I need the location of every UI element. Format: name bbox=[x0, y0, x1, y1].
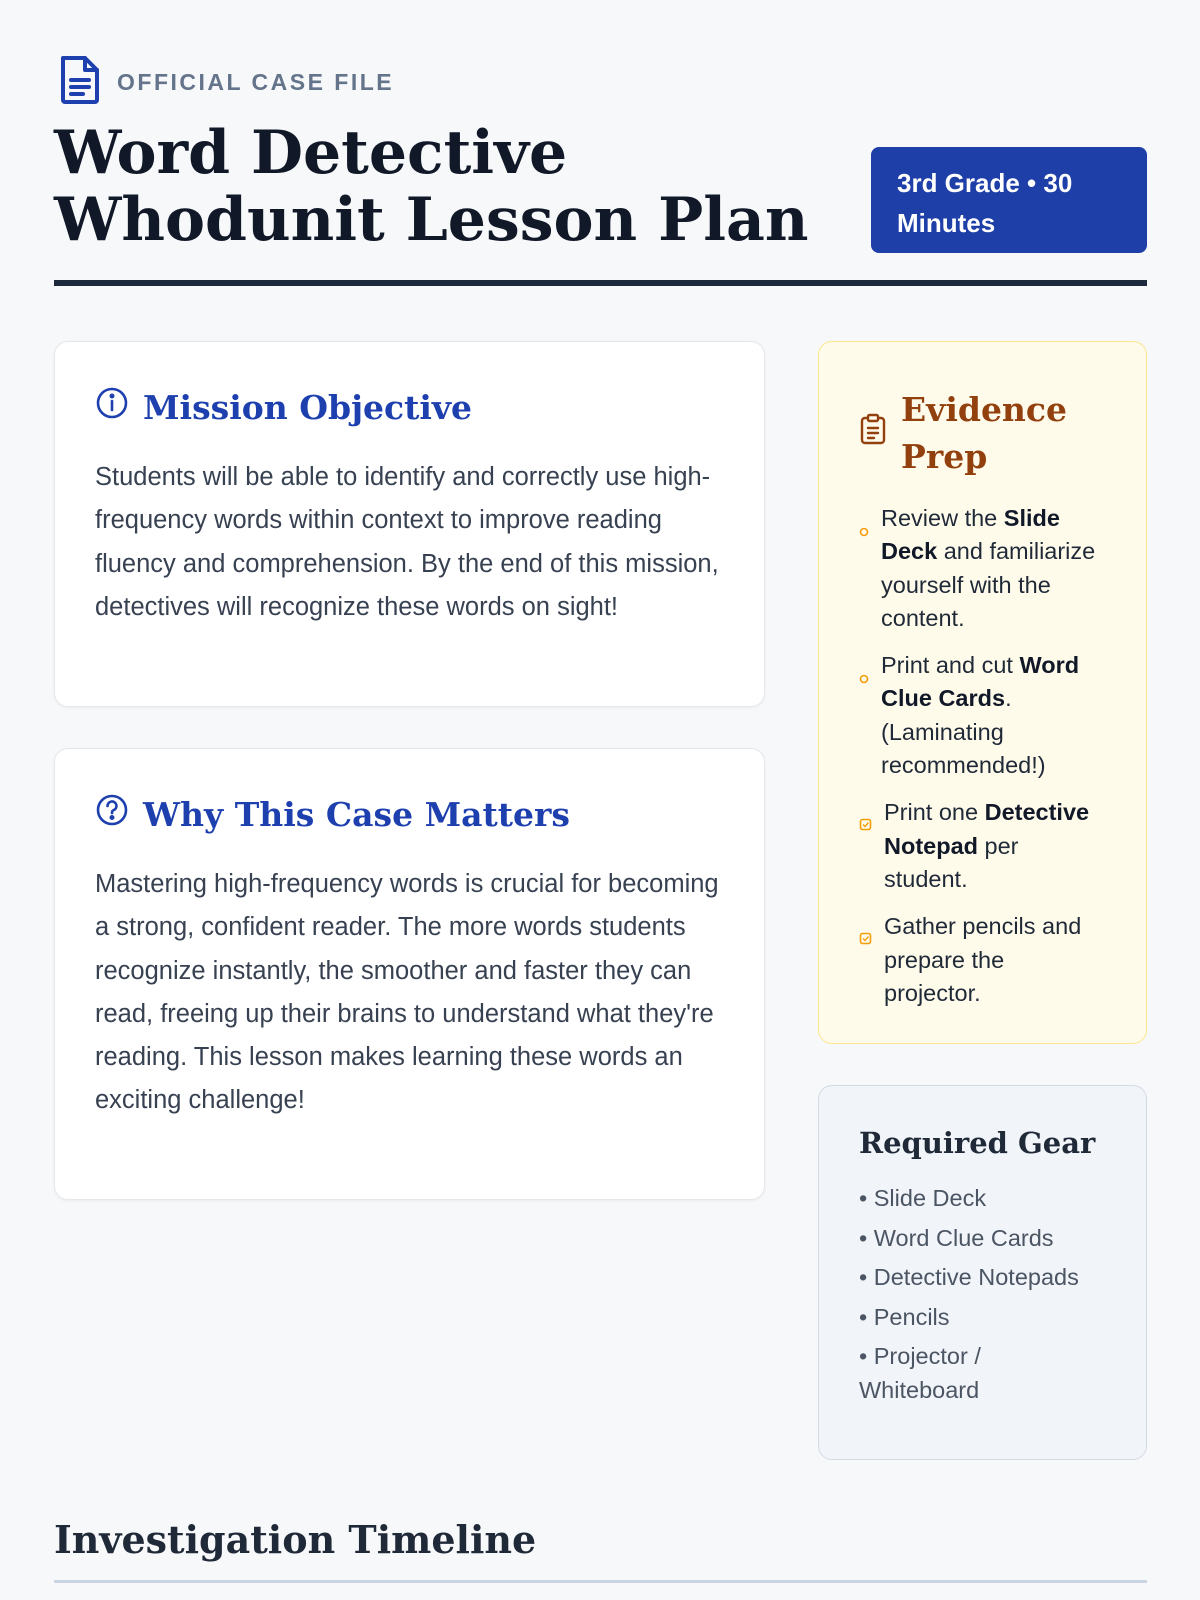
why-case-matters-heading bbox=[95, 793, 724, 835]
timeline-divider bbox=[54, 1580, 1147, 1583]
question-circle-icon bbox=[95, 793, 129, 835]
required-gear-list bbox=[859, 1182, 1106, 1407]
gear-item: • Word Clue Cards bbox=[859, 1224, 1054, 1251]
header-divider bbox=[54, 280, 1147, 286]
evidence-prep-list bbox=[859, 502, 1106, 1010]
mission-objective-heading bbox=[95, 386, 724, 428]
mission-objective-title: Mission Objective bbox=[143, 387, 473, 427]
case-file-eyebrow bbox=[57, 54, 394, 111]
evidence-item-text: Review the Slide Deck and familiarize yourself with the content. bbox=[881, 505, 1096, 631]
why-case-matters-text: Mastering high-frequency words is crucial for becoming a strong, confident reader. The more words students recognize instantly, the smoother and faster they can read, freeing up their brains to understand what they're reading. This lesson makes learning these words an exciting challenge! bbox=[95, 870, 719, 1115]
gear-item: • Slide Deck bbox=[859, 1185, 987, 1211]
investigation-timeline-title: Investigation Timeline bbox=[54, 1517, 537, 1562]
document-icon bbox=[57, 54, 103, 111]
check-square-icon bbox=[859, 910, 872, 1010]
check-square-icon bbox=[859, 796, 872, 896]
evidence-item-text: Print and cut Word Clue Cards. (Laminating recommended!) bbox=[881, 652, 1080, 779]
why-case-matters-card bbox=[54, 748, 765, 1200]
evidence-prep-title: Evidence Prep bbox=[901, 390, 1068, 476]
evidence-item bbox=[859, 649, 1106, 782]
evidence-item bbox=[859, 502, 1106, 635]
page-title: Word Detective Whodunit Lesson Plan bbox=[54, 118, 809, 255]
evidence-prep-panel bbox=[818, 341, 1147, 1044]
required-gear-title: Required Gear bbox=[859, 1126, 1096, 1160]
circle-bullet-icon bbox=[859, 502, 869, 635]
required-gear-panel bbox=[818, 1085, 1147, 1460]
circle-bullet-icon bbox=[859, 649, 869, 782]
why-case-matters-title: Why This Case Matters bbox=[143, 794, 570, 834]
evidence-item bbox=[859, 796, 1106, 896]
evidence-item-text: Gather pencils and prepare the projector. bbox=[884, 913, 1082, 1006]
mission-objective-text: Students will be able to identify and correctly use high-frequency words within context to improve reading fluency and comprehension. By the end of this mission, detectives will recognize these words on sight! bbox=[95, 463, 719, 621]
mission-objective-card bbox=[54, 341, 765, 707]
gear-item: • Pencils bbox=[859, 1303, 950, 1330]
clipboard-icon bbox=[859, 410, 887, 457]
info-icon bbox=[95, 386, 129, 428]
gear-item: • Detective Notepads bbox=[859, 1264, 1079, 1290]
evidence-item bbox=[859, 910, 1106, 1010]
eyebrow-text: OFFICIAL CASE FILE bbox=[117, 69, 395, 95]
grade-duration-badge: 3rd Grade • 30 Minutes bbox=[871, 147, 1147, 253]
gear-item: • Projector / Whiteboard bbox=[859, 1343, 981, 1403]
evidence-item-text: Print one Detective Notepad per student. bbox=[884, 799, 1090, 892]
evidence-prep-heading bbox=[859, 386, 1106, 480]
